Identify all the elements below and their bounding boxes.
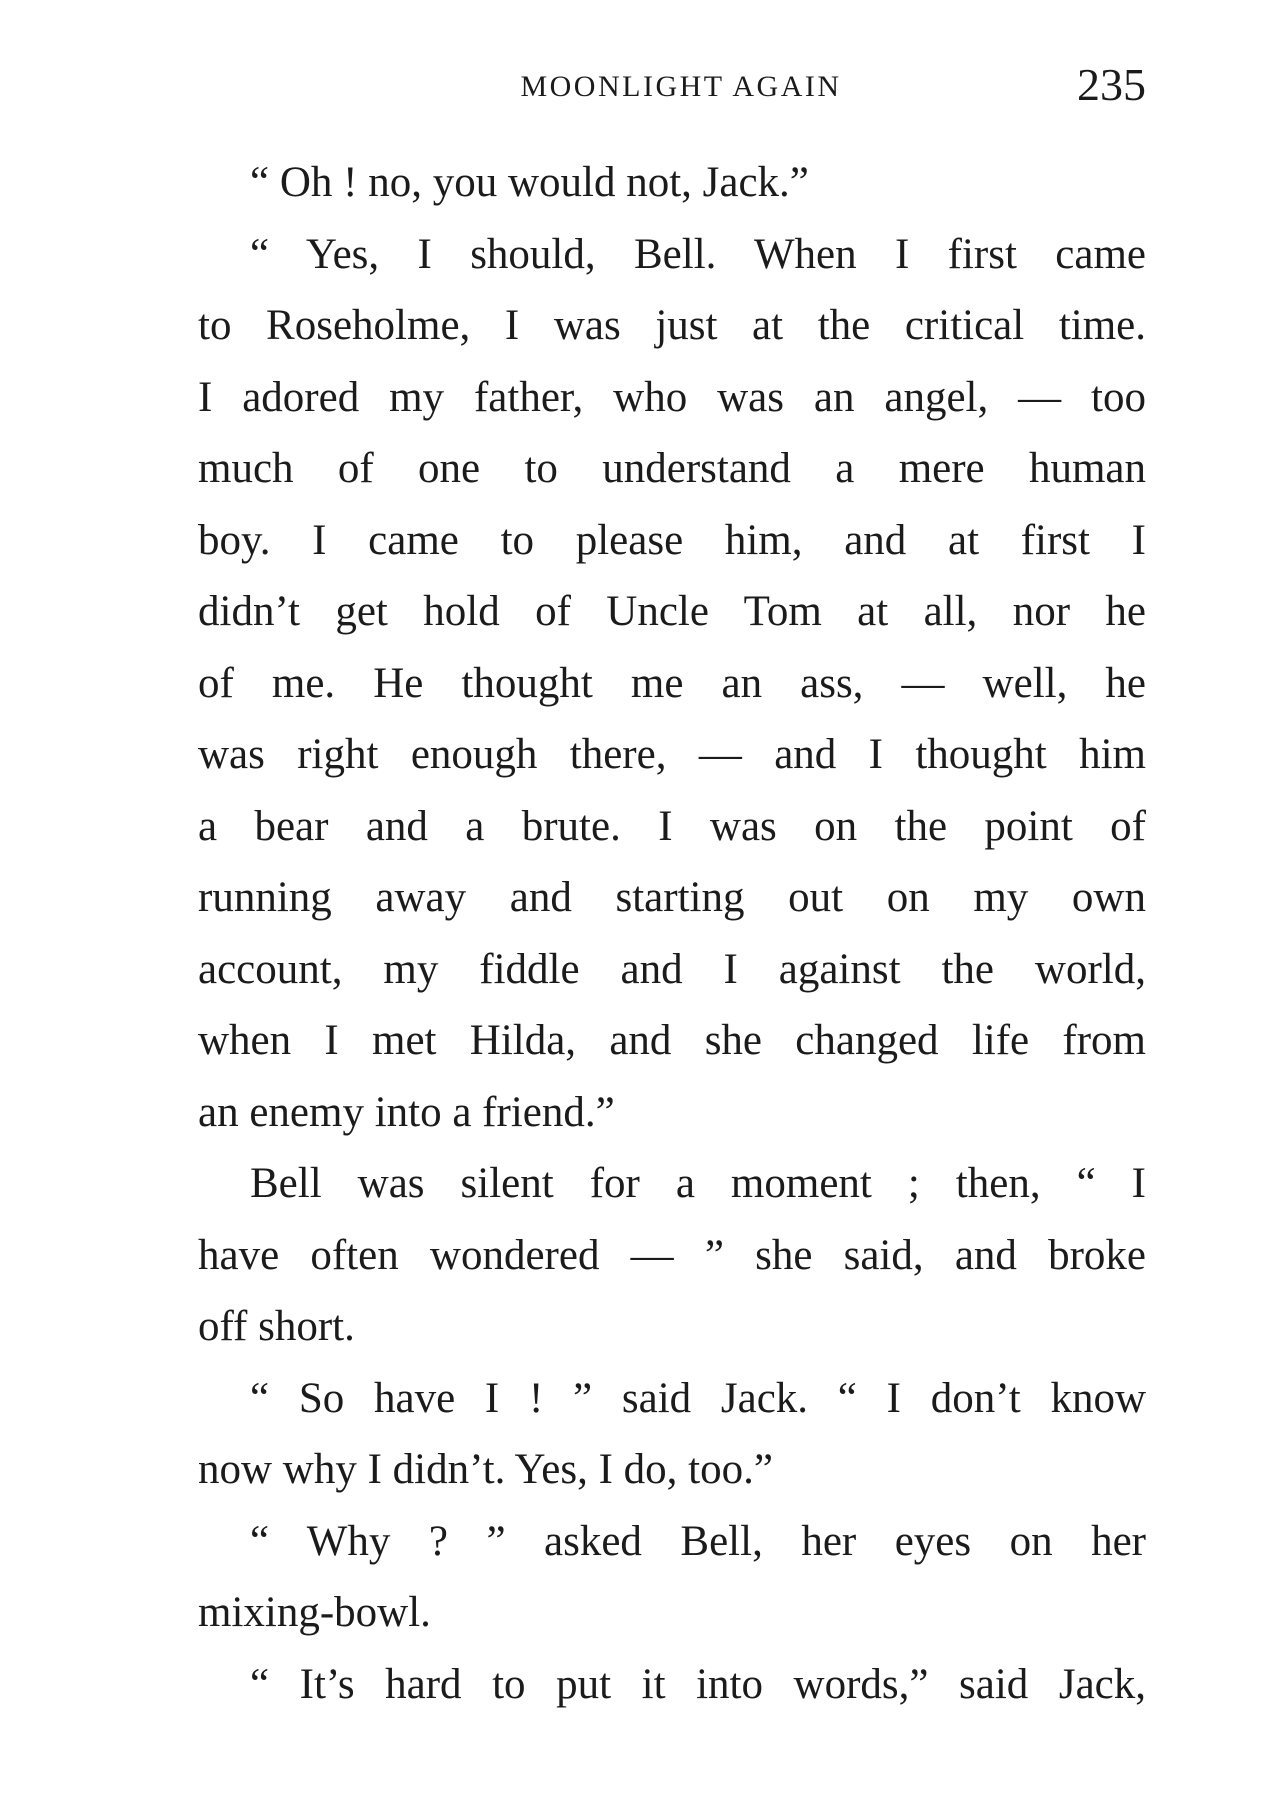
- running-title: MOONLIGHT AGAIN: [520, 70, 842, 103]
- text-line: have often wondered — ” she said, and broke: [198, 1231, 1146, 1279]
- text-line: “ It’s hard to put it into words,” said Jack,: [250, 1660, 1146, 1708]
- text-line: now why I didn’t. Yes, I do, too.”: [198, 1446, 773, 1493]
- text-line: to Roseholme, I was just at the critical time.: [198, 302, 1146, 349]
- text-line: an enemy into a friend.”: [198, 1088, 615, 1136]
- text-line: running away and starting out on my own: [198, 874, 1146, 921]
- page-header: [198, 58, 1146, 118]
- text-line: Bell was silent for a moment ; then, “ I: [250, 1160, 1146, 1207]
- text-line: “ Oh ! no, you would not, Jack.”: [250, 159, 809, 206]
- text-line: “ Yes, I should, Bell. When I first came: [250, 230, 1146, 278]
- text-line: I adored my father, who was an angel, — too: [198, 373, 1146, 421]
- text-line: boy. I came to please him, and at first I: [198, 516, 1146, 564]
- text-line: of me. He thought me an ass, — well, he: [198, 659, 1146, 707]
- text-line: “ So have I ! ” said Jack. “ I don’t know: [250, 1374, 1146, 1422]
- text-line: didn’t get hold of Uncle Tom at all, nor he: [198, 588, 1146, 635]
- text-line: off short.: [198, 1303, 355, 1350]
- text-line: when I met Hilda, and she changed life from: [198, 1017, 1146, 1064]
- body-text: [198, 147, 1146, 1720]
- text-line: much of one to understand a mere human: [198, 445, 1146, 492]
- text-line: account, my fiddle and I against the world,: [198, 945, 1146, 993]
- page-number: 235: [1077, 59, 1146, 110]
- text-line: mixing-bowl.: [198, 1589, 431, 1636]
- text-line: was right enough there, — and I thought him: [198, 731, 1146, 778]
- text-line: a bear and a brute. I was on the point of: [198, 802, 1146, 850]
- text-line: “ Why ? ” asked Bell, her eyes on her: [250, 1517, 1146, 1565]
